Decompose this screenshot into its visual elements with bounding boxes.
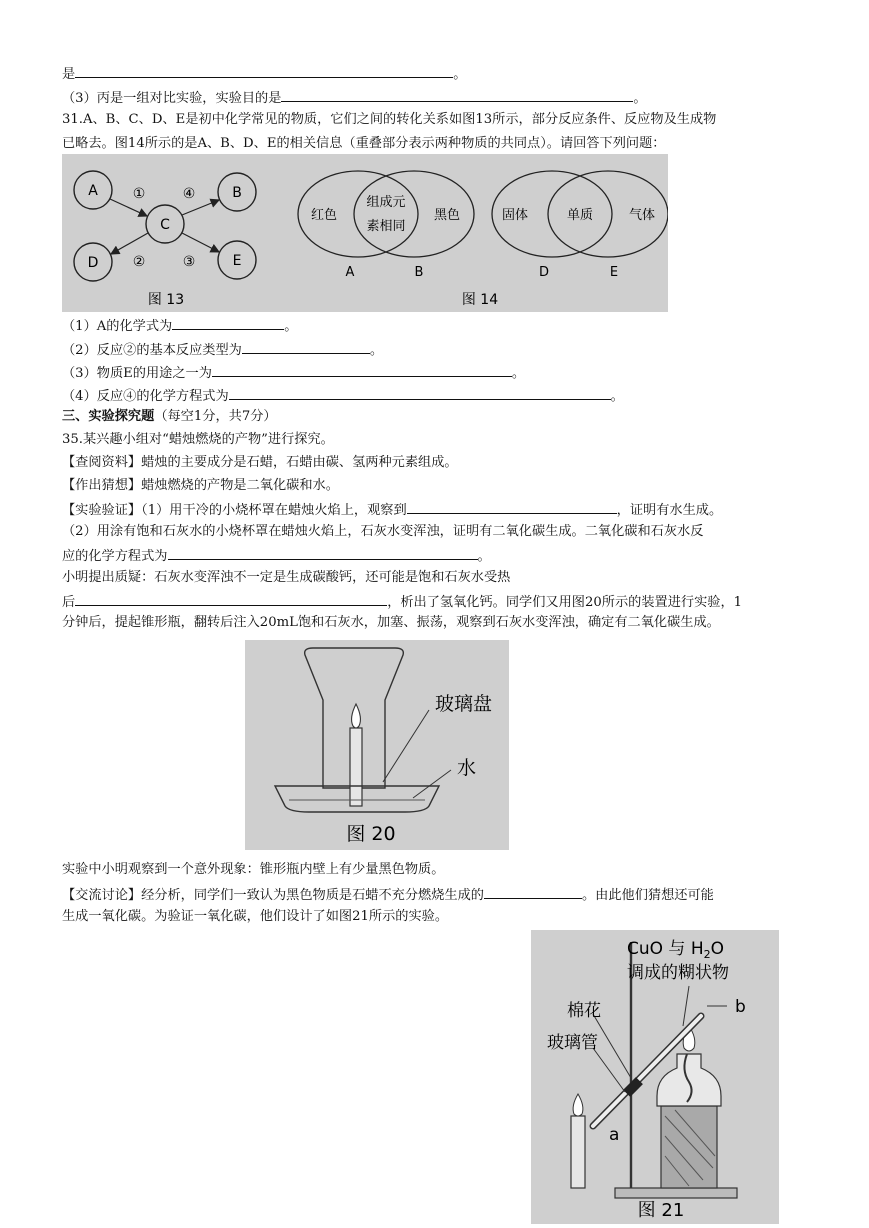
reaction-3-label: ③	[182, 254, 196, 270]
text: 。	[477, 549, 491, 564]
text: 。	[453, 67, 467, 82]
discussion-line-2: 生成一氧化碳。为验证一氧化碳，他们设计了如图21所示的实验。	[62, 909, 449, 924]
caption-fig13: 图 13	[147, 292, 185, 308]
caption-fig20: 图 20	[346, 823, 396, 845]
svg-text:组成元: 组成元	[366, 195, 406, 210]
answer-blank[interactable]	[172, 316, 284, 330]
section-3-heading	[62, 408, 277, 426]
node-c	[146, 205, 184, 243]
text: 【实验验证】（1）用干冷的小烧杯罩在蜡烛火焰上，观察到	[62, 503, 407, 518]
svg-text:固体: 固体	[501, 208, 529, 223]
node-a	[74, 171, 112, 209]
section-title: 三、实验探究题	[62, 409, 155, 424]
text: （4）反应④的化学方程式为	[62, 389, 229, 404]
sub-4	[62, 386, 624, 406]
hypothesis-line: 【作出猜想】蜡烛燃烧的产物是二氧化碳和水。	[62, 478, 339, 493]
answer-blank[interactable]	[168, 546, 478, 560]
question-31-stem-2: 已略去。图14所示的是A、B、D、E的相关信息（重叠部分表示两种物质的共同点）。请回答下列问题：	[62, 136, 666, 151]
candle	[571, 1116, 585, 1188]
caption-fig14: 图 14	[461, 292, 499, 308]
verify-1-line	[62, 500, 722, 520]
venn-a-b	[298, 171, 474, 280]
text: ，证明有水生成。	[616, 503, 723, 518]
label-cotton: 棉花	[567, 1001, 601, 1021]
node-d	[74, 243, 112, 281]
text: （3）物质E的用途之一为	[62, 366, 212, 381]
text: （3）丙是一组对比实验，实验目的是	[62, 91, 282, 106]
svg-text:B: B	[414, 265, 424, 280]
flame-icon	[352, 704, 361, 728]
text: 。	[633, 91, 647, 106]
section-note: （每空1分，共7分）	[154, 409, 277, 424]
label-glass-tube: 玻璃管	[547, 1033, 598, 1053]
answer-blank[interactable]	[75, 592, 387, 606]
figure-21	[531, 930, 779, 1224]
reaction-4-label: ④	[182, 186, 196, 202]
text: 应的化学方程式为	[62, 549, 168, 564]
answer-blank[interactable]	[75, 64, 453, 78]
text: 。	[511, 366, 526, 381]
svg-text:B: B	[232, 185, 242, 201]
svg-text:A: A	[88, 183, 98, 199]
answer-blank[interactable]	[242, 340, 370, 354]
answer-blank[interactable]	[212, 363, 512, 377]
arrow-c-e	[182, 233, 219, 252]
info-line: 【查阅资料】蜡烛的主要成分是石蜡，石蜡由碳、氢两种元素组成。	[62, 455, 458, 470]
svg-text:气体: 气体	[628, 208, 656, 223]
text: 。	[369, 343, 384, 358]
candle	[350, 728, 362, 806]
label-paste-line1: CuO 与 $H_2O$	[627, 939, 725, 961]
venn-d-e	[492, 171, 668, 280]
svg-text:A: A	[345, 265, 355, 280]
svg-text:红色: 红色	[310, 208, 338, 223]
node-b	[218, 173, 256, 211]
label-b: b	[735, 997, 746, 1017]
svg-text:E: E	[232, 253, 242, 269]
text: 后	[62, 595, 76, 610]
caption-fig21: 图 21	[637, 1200, 685, 1221]
label-paste-line2: 调成的糊状物	[627, 963, 729, 983]
question-3-line	[62, 88, 647, 108]
svg-text:单质: 单质	[566, 208, 594, 223]
arrow-c-b	[182, 200, 219, 215]
lamp-block	[661, 1106, 717, 1188]
svg-text:D: D	[538, 265, 550, 280]
answer-blank[interactable]	[484, 885, 582, 899]
text: 。	[610, 389, 624, 404]
svg-text:素相同: 素相同	[366, 219, 406, 234]
answer-line-prev	[62, 64, 466, 84]
svg-text:C: C	[160, 217, 170, 233]
text: （2）反应②的基本反应类型为	[62, 343, 242, 358]
unexpected-line: 实验中小明观察到一个意外现象：锥形瓶内壁上有少量黑色物质。	[62, 862, 445, 877]
doubt-line-2	[62, 592, 742, 612]
question-31-stem-1: 31.A、B、C、D、E是初中化学常见的物质，它们之间的转化关系如图13所示，部分反应条件、反应物及生成物	[62, 112, 717, 127]
node-e	[218, 241, 256, 279]
text: 【交流讨论】经分析，同学们一致认为黑色物质是石蜡不充分燃烧生成的	[62, 888, 484, 903]
sub-3	[62, 363, 525, 383]
reaction-1-label: ①	[132, 186, 146, 202]
stand-base	[615, 1188, 737, 1198]
arrow-c-d	[111, 233, 148, 254]
verify-3-line	[62, 546, 491, 566]
svg-text:D: D	[87, 255, 99, 271]
figure-13-14	[62, 154, 668, 312]
sub-1	[62, 316, 297, 336]
label-a: a	[609, 1125, 620, 1145]
answer-blank[interactable]	[229, 386, 611, 400]
text: （1）A的化学式为	[62, 319, 173, 334]
discussion-line-1	[62, 885, 714, 905]
sub-2	[62, 340, 383, 360]
question-35-stem: 35.某兴趣小组对“蜡烛燃烧的产物”进行探究。	[62, 432, 334, 447]
answer-blank[interactable]	[281, 88, 633, 102]
flame-icon	[573, 1094, 583, 1116]
svg-text:E: E	[609, 265, 619, 280]
doubt-line-3: 分钟后，提起锥形瓶，翻转后注入20mL饱和石灰水，加塞、振荡，观察到石灰水变浑浊，确定有二氧化碳生成。	[62, 615, 720, 630]
label-glass-plate: 玻璃盘	[435, 693, 493, 715]
text: 是	[62, 67, 76, 82]
doubt-line-1: 小明提出质疑：石灰水变浑浊不一定是生成碳酸钙，还可能是饱和石灰水受热	[62, 570, 511, 585]
reaction-2-label: ②	[132, 254, 146, 270]
text: 。	[284, 319, 298, 334]
text: 。由此他们猜想还可能	[582, 888, 714, 903]
figure-20	[245, 640, 509, 850]
text: ，析出了氢氧化钙。同学们又用图20所示的装置进行实验，1	[387, 595, 743, 610]
label-water: 水	[457, 757, 477, 779]
answer-blank[interactable]	[407, 500, 617, 514]
svg-text:黑色: 黑色	[433, 208, 461, 223]
verify-2-line: （2）用涂有饱和石灰水的小烧杯罩在蜡烛火焰上，石灰水变浑浊，证明有二氧化碳生成。二氧化碳和石灰水反	[62, 524, 704, 539]
